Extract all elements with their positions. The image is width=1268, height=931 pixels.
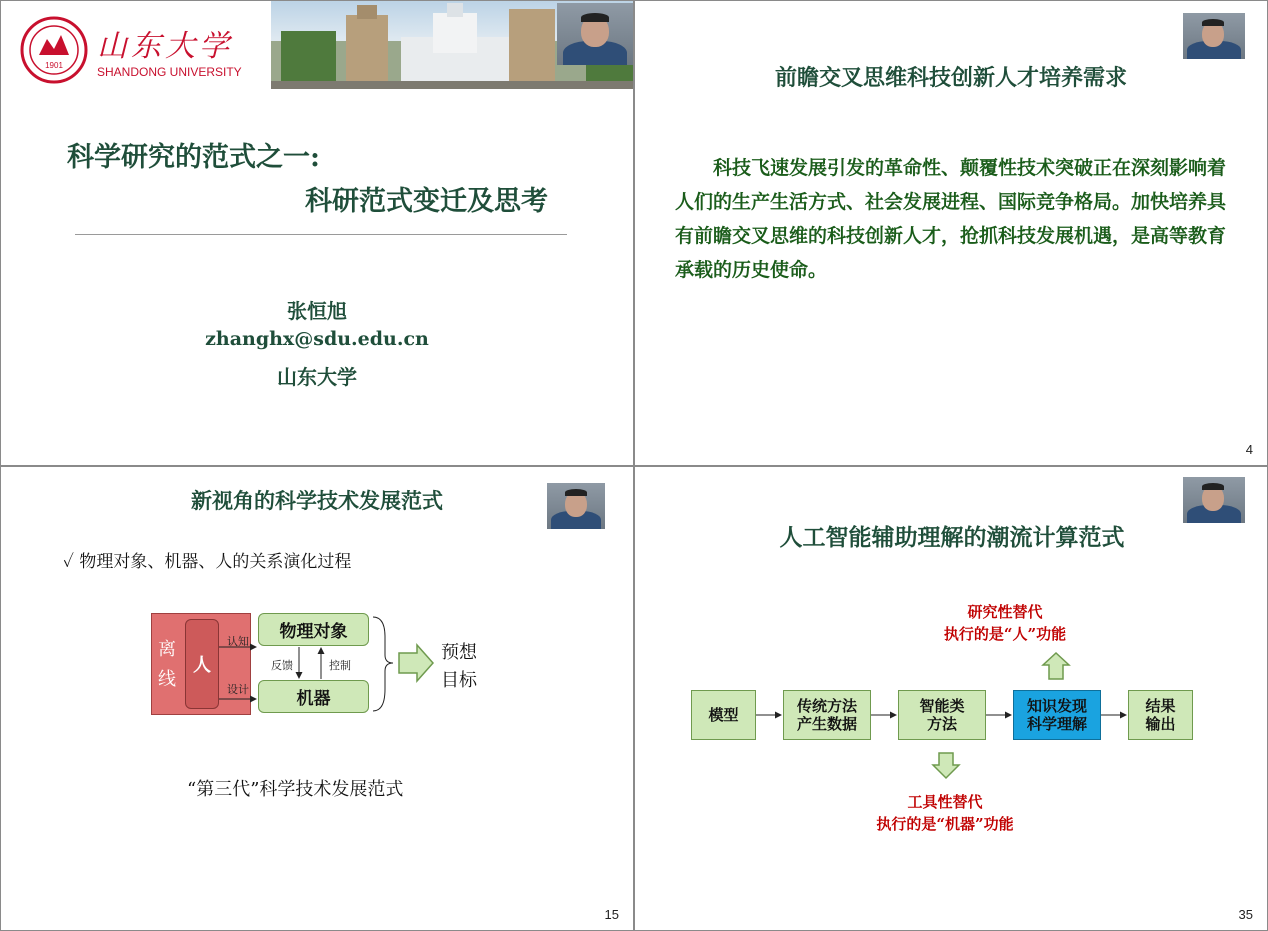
- feedback-label: 反馈: [271, 659, 293, 672]
- research-substitution-line-1: 研究性替代: [967, 603, 1043, 621]
- slide-ai-power-flow: [634, 466, 1268, 931]
- svg-text:1901: 1901: [45, 61, 63, 70]
- checkmark-icon: ✓: [63, 552, 74, 572]
- slide-body-text: 科技飞速发展引发的革命性、颠覆性技术突破正在深刻影响着人们的生产生活方式、社会发展进程、国际竞争格局。加快培养具有前瞻交叉思维的科技创新人才，抢抓科技发展机遇，是高等教育承载的历史使命。: [675, 157, 1227, 281]
- presenter-video: [547, 483, 605, 529]
- flow-box-output: [1128, 690, 1193, 740]
- slide-title: 前瞻交叉思维科技创新人才培养需求: [774, 65, 1127, 91]
- university-seal-icon: [19, 15, 89, 85]
- slide-talent-needs: [634, 0, 1268, 466]
- flow-box-intelligent-line-2: 方法: [926, 715, 957, 733]
- flow-box-traditional: [783, 690, 871, 740]
- flow-box-output-line-2: 输出: [1145, 715, 1176, 733]
- title-divider: [75, 234, 567, 235]
- slide-title: 新视角的科学技术发展范式: [191, 488, 443, 513]
- research-substitution-line-2: 执行的是“人”功能: [943, 625, 1067, 643]
- offline-label: [158, 635, 176, 695]
- flow-box-intelligent-line-1: 智能类: [919, 697, 965, 715]
- bullet-text: 物理对象、机器、人的关系演化过程: [79, 552, 352, 572]
- person-box: 人: [185, 619, 219, 709]
- diagram-caption: “第三代”科学技术发展范式: [187, 779, 404, 800]
- flow-box-model: [691, 690, 756, 740]
- control-label: 控制: [329, 659, 351, 672]
- flow-box-traditional-line-1: 传统方法: [796, 697, 857, 715]
- page-number: 35: [1238, 907, 1253, 922]
- offline-label-line-2: 线: [158, 669, 176, 690]
- page-number: 4: [1245, 442, 1253, 457]
- flow-box-output-line-1: 结果: [1145, 697, 1176, 715]
- goal-label-line-1: 预想: [441, 642, 477, 663]
- author-affiliation: 山东大学: [277, 365, 357, 389]
- flow-box-model-text: 模型: [708, 706, 739, 724]
- flow-box-traditional-line-2: 产生数据: [796, 715, 857, 733]
- offline-label-line-1: 离: [158, 639, 176, 660]
- slide-paradigm-relations: [0, 466, 634, 931]
- tool-substitution-line-1: 工具性替代: [907, 793, 983, 811]
- presenter-video: [1183, 13, 1245, 59]
- physical-object-box: 物理对象: [258, 613, 369, 646]
- flow-box-knowledge: [1013, 690, 1101, 740]
- title-line-2: 科研范式变迁及思考: [305, 186, 548, 217]
- author-name: 张恒旭: [287, 299, 347, 323]
- presenter-video: [557, 3, 633, 65]
- tool-substitution-label: [855, 791, 1035, 835]
- slide-title: 人工智能辅助理解的潮流计算范式: [779, 524, 1125, 551]
- title-line-1: 科学研究的范式之一:: [67, 142, 320, 173]
- bullet-item: [63, 547, 351, 572]
- logo-chinese-name: 山东大学: [97, 29, 233, 64]
- university-logo-area: [1, 1, 271, 89]
- goal-label: [441, 639, 477, 695]
- author-email: zhanghx@sdu.edu.cn: [205, 328, 429, 350]
- tool-substitution-line-2: 执行的是“机器”功能: [876, 815, 1014, 833]
- goal-label-line-2: 目标: [441, 670, 477, 691]
- cognize-label: 认知: [227, 635, 249, 648]
- logo-english-name: SHANDONG UNIVERSITY: [97, 65, 242, 79]
- research-substitution-label: [935, 601, 1075, 645]
- slide-title: [0, 0, 634, 466]
- flow-box-intelligent: [898, 690, 986, 740]
- presenter-video: [1183, 477, 1245, 523]
- page-number: 15: [604, 907, 619, 922]
- design-label: 设计: [227, 683, 249, 696]
- flow-box-knowledge-line-1: 知识发现: [1026, 697, 1087, 715]
- machine-box: 机器: [258, 680, 369, 713]
- flow-box-knowledge-line-2: 科学理解: [1026, 715, 1087, 733]
